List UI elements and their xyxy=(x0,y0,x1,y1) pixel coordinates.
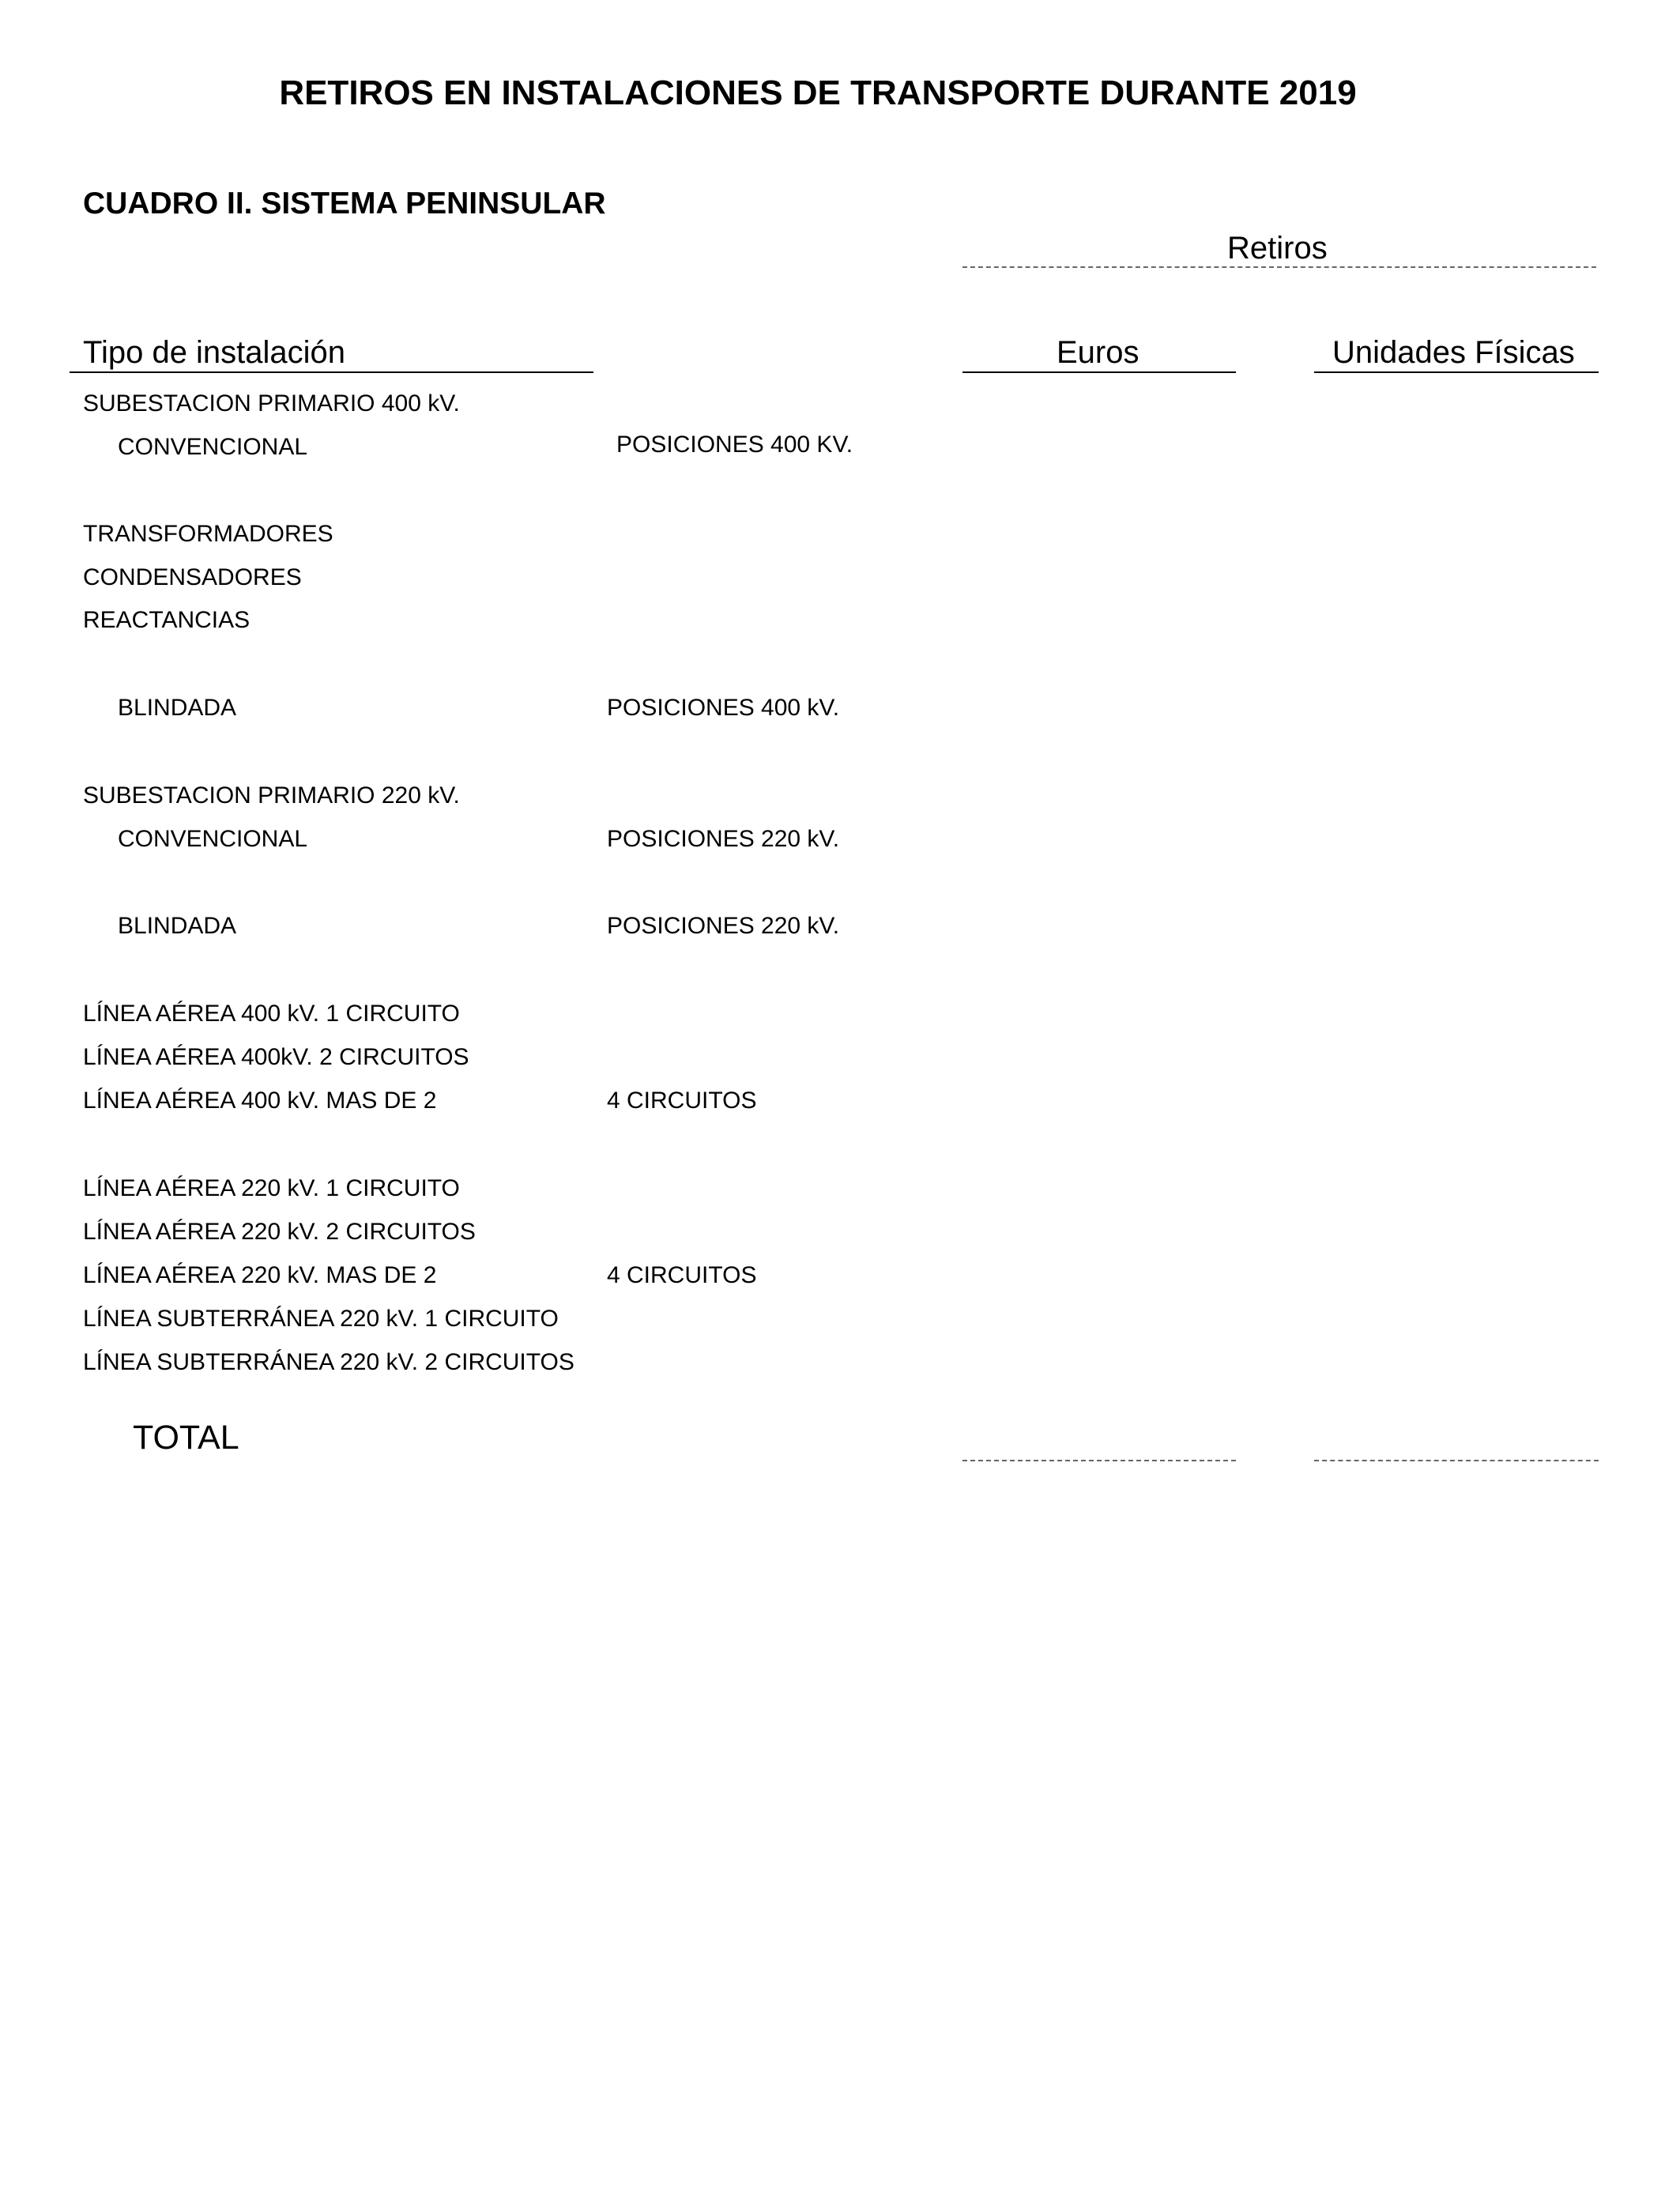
column-rule-tipo xyxy=(70,371,593,373)
row-label: CONVENCIONAL xyxy=(118,826,308,852)
total-euros-dashed-rule xyxy=(962,1460,1236,1461)
row-label: LÍNEA AÉREA 220 kV. MAS DE 2 xyxy=(83,1262,437,1288)
row-detail: POSICIONES 400 kV. xyxy=(607,695,840,721)
row-label: BLINDADA xyxy=(118,913,237,939)
column-header-euros: Euros xyxy=(1057,335,1139,370)
row-label: TRANSFORMADORES xyxy=(83,521,333,547)
row-label: REACTANCIAS xyxy=(83,607,250,633)
row-label: LÍNEA AÉREA 400 kV. 1 CIRCUITO xyxy=(83,1001,460,1027)
page-title: RETIROS EN INSTALACIONES DE TRANSPORTE DURANTE 2019 xyxy=(279,74,1357,112)
row-label: CONDENSADORES xyxy=(83,564,302,590)
column-rule-euros xyxy=(962,371,1236,373)
row-label: LÍNEA AÉREA 400 kV. MAS DE 2 xyxy=(83,1088,437,1114)
row-label: LÍNEA SUBTERRÁNEA 220 kV. 2 CIRCUITOS xyxy=(83,1349,574,1375)
row-label: CONVENCIONAL xyxy=(118,434,308,460)
row-detail: POSICIONES 220 kV. xyxy=(607,913,840,939)
row-detail: 4 CIRCUITOS xyxy=(607,1088,757,1114)
total-label: TOTAL xyxy=(133,1419,239,1457)
retiros-group-header: Retiros xyxy=(1227,231,1328,266)
retiros-dashed-rule xyxy=(962,266,1596,268)
table-subtitle: CUADRO II. SISTEMA PENINSULAR xyxy=(83,187,606,221)
column-header-unidades: Unidades Físicas xyxy=(1332,335,1575,370)
row-label: LÍNEA AÉREA 220 kV. 2 CIRCUITOS xyxy=(83,1219,476,1245)
row-label: BLINDADA xyxy=(118,695,237,721)
row-detail: POSICIONES 220 kV. xyxy=(607,826,840,852)
row-label: LÍNEA SUBTERRÁNEA 220 kV. 1 CIRCUITO xyxy=(83,1306,559,1332)
column-header-tipo: Tipo de instalación xyxy=(83,335,346,370)
row-label: LÍNEA AÉREA 400kV. 2 CIRCUITOS xyxy=(83,1044,469,1070)
total-unidades-dashed-rule xyxy=(1314,1460,1599,1461)
row-label: SUBESTACION PRIMARIO 220 kV. xyxy=(83,782,460,809)
row-detail: POSICIONES 400 KV. xyxy=(616,432,853,458)
row-label: SUBESTACION PRIMARIO 400 kV. xyxy=(83,390,460,417)
column-rule-unidades xyxy=(1314,371,1599,373)
row-detail: 4 CIRCUITOS xyxy=(607,1262,757,1288)
row-label: LÍNEA AÉREA 220 kV. 1 CIRCUITO xyxy=(83,1175,460,1201)
